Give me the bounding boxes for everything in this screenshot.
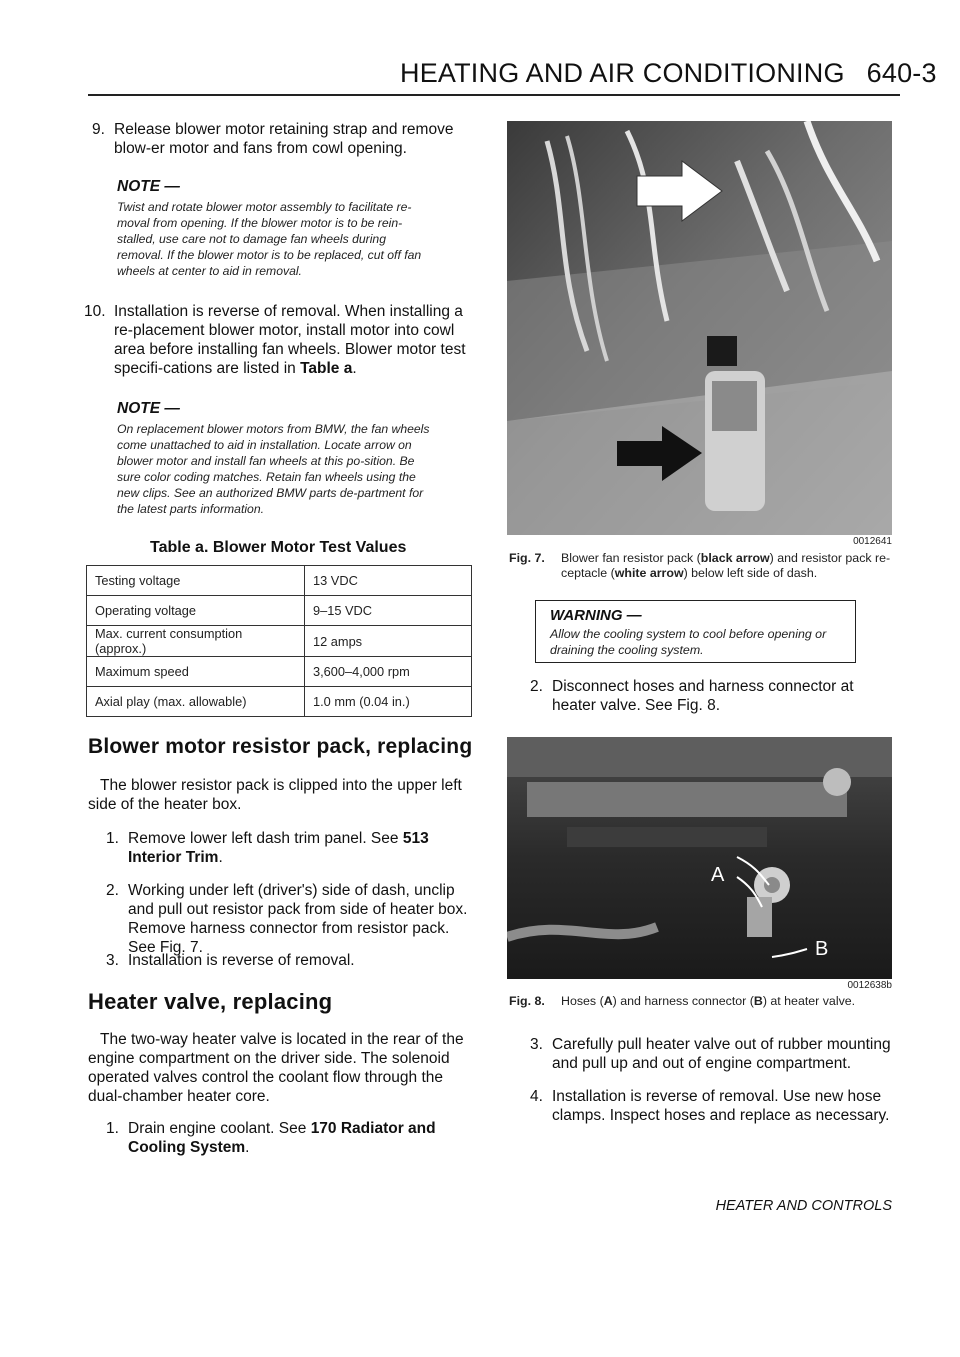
step-number: 9. [92, 121, 105, 138]
heater-step-2 [530, 677, 895, 715]
fig8-caption [509, 994, 894, 1009]
section-title: HEATING AND AIR CONDITIONING [400, 58, 845, 88]
fig8-photo-id: 0012638b [847, 980, 892, 991]
blower-motor-test-values-table [86, 565, 472, 717]
warning-body: Allow the cooling system to cool before opening or draining the cooling system. [550, 627, 827, 657]
table-cell-value: 12 amps [305, 626, 472, 657]
warning-title: WARNING — [550, 607, 642, 624]
step-text: Installation is reverse of removal. Use new hose clamps. Inspect hoses and replace as necessary. [552, 1088, 890, 1124]
cross-reference: 513 Interior Trim [128, 830, 429, 866]
step-number: 3. [530, 1036, 543, 1053]
header-rule [88, 94, 900, 96]
section-heading-resistor-pack: Blower motor resistor pack, replacing [88, 735, 473, 758]
fig8-photo [507, 737, 892, 979]
running-header [400, 58, 937, 89]
table-title: Table a. Blower Motor Test Values [150, 539, 407, 556]
step-number: 2. [530, 678, 543, 695]
table-cell-value: 13 VDC [305, 566, 472, 596]
step-text: Disconnect hoses and harness connector at heater valve. See Fig. 8. [552, 678, 854, 714]
fig7-photo-id: 0012641 [853, 536, 892, 547]
figure-label: Fig. 8. [509, 994, 545, 1008]
table-row [87, 657, 472, 687]
table-row [87, 626, 472, 657]
table-cell-label: Testing voltage [87, 566, 305, 596]
page-number: 640-3 [866, 58, 937, 88]
note-body: On replacement blower motors from BMW, the fan wheels come unattached to aid in installation. Locate arrow on blower motor and install fan wheels at this po-sition. Be sure color coding matches. Retain fan wheels using the new clips. See an authorized BMW parts de-partment for the latest parts information. [117, 422, 430, 516]
fig8-callout-a: A [711, 864, 725, 886]
note-body: Twist and rotate blower motor assembly to facilitate re-moval from opening. If the blower motor is to be rein-stalled, use care not to damage fan wheels during removal. If the blower motor is to be replaced, cut off fan wheels at center to aid in removal. [117, 200, 422, 278]
heater-step-3 [530, 1035, 895, 1073]
table-row [87, 687, 472, 717]
table-cell-label: Maximum speed [87, 657, 305, 687]
table-cell-label: Max. current consumption (approx.) [87, 626, 305, 657]
table-cell-label: Axial play (max. allowable) [87, 687, 305, 717]
step-text: Installation is reverse of removal. [128, 952, 355, 969]
step-number: 1. [106, 1120, 119, 1137]
table-row [87, 596, 472, 626]
step-9 [92, 120, 477, 158]
step-number: 1. [106, 830, 119, 847]
table-cell-value: 3,600–4,000 rpm [305, 657, 472, 687]
warning-box [535, 600, 856, 663]
table-row [87, 566, 472, 596]
resistor-step-3 [106, 951, 476, 970]
caption-text: Blower fan resistor pack (black arrow) and resistor pack re-ceptacle (white arrow) below left side of dash. [561, 551, 891, 580]
table-cell-value: 1.0 mm (0.04 in.) [305, 687, 472, 717]
step-text: Carefully pull heater valve out of rubber mounting and pull up and out of engine compartment. [552, 1036, 891, 1072]
step-text: Drain engine coolant. See 170 Radiator and Cooling System. [128, 1120, 436, 1156]
fig7-photo [507, 121, 892, 535]
section-heading-heater-valve: Heater valve, replacing [88, 989, 333, 1014]
heater-step-4 [530, 1087, 895, 1125]
step-text: Installation is reverse of removal. When installing a re-placement blower motor, install motor into cowl area before installing fan wheels. Blower motor test specifi-cations are listed in Table a. [114, 303, 466, 377]
table-cell-label: Operating voltage [87, 596, 305, 626]
step-text: Remove lower left dash trim panel. See 513 Interior Trim. [128, 830, 429, 866]
fig7-caption [509, 551, 894, 581]
step-number: 3. [106, 952, 119, 969]
note-title: NOTE — [117, 400, 180, 417]
fig8-photo-illustration [507, 737, 892, 979]
step-number: 10. [84, 303, 106, 320]
table-reference: Table a [300, 360, 353, 377]
heater-intro: The two-way heater valve is located in the rear of the engine compartment on the driver side. The solenoid operated valves control the coolant flow through the dual-chamber heater core. [88, 1031, 464, 1105]
resistor-step-1 [106, 829, 476, 867]
resistor-step-2 [106, 881, 476, 957]
caption-text: Hoses (A) and harness connector (B) at heater valve. [561, 994, 856, 1008]
resistor-intro: The blower resistor pack is clipped into the upper left side of the heater box. [88, 777, 462, 813]
step-10 [84, 302, 477, 378]
fig8-callout-b: B [815, 938, 829, 960]
heater-step-1 [106, 1119, 476, 1157]
step-number: 2. [106, 882, 119, 899]
figure-label: Fig. 7. [509, 551, 545, 565]
fig7-photo-illustration [507, 121, 892, 535]
step-text: Working under left (driver's) side of dash, unclip and pull out resistor pack from side of heater box. Remove harness connector from resistor pack. See Fig. 7. [128, 882, 468, 956]
step-text: Release blower motor retaining strap and remove blow-er motor and fans from cowl opening. [114, 121, 454, 157]
footer-section-title: HEATER AND CONTROLS [715, 1198, 892, 1214]
note-title: NOTE — [117, 178, 180, 195]
cross-reference: 170 Radiator and Cooling System [128, 1120, 436, 1156]
step-number: 4. [530, 1088, 543, 1105]
table-cell-value: 9–15 VDC [305, 596, 472, 626]
